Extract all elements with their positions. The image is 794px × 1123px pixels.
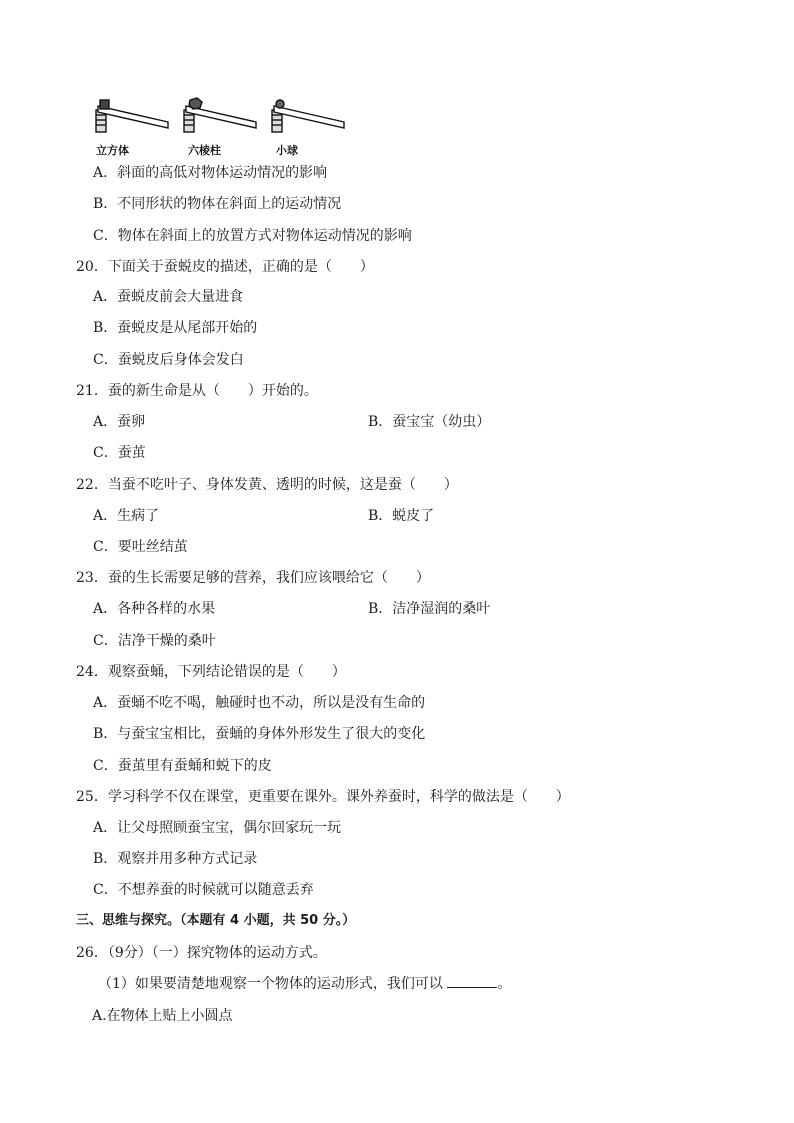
q22-option-c: C．要吐丝结茧 — [93, 539, 188, 555]
q20-option-c: C．蚕蜕皮后身体会发白 — [93, 352, 244, 368]
q25-option-a: A．让父母照顾蚕宝宝，偶尔回家玩一玩 — [93, 820, 342, 836]
q23-option-a: A．各种各样的水果 — [93, 601, 216, 617]
figure-label-cube: 立方体 — [96, 144, 129, 157]
q23-option-b: B．洁净湿润的桑叶 — [368, 601, 491, 617]
q21-option-a: A．蚕卵 — [93, 414, 146, 430]
ramp-illustration — [92, 96, 352, 142]
q26-sub1-text: （1）如果要清楚地观察一个物体的运动形式，我们可以 — [98, 976, 443, 992]
q25-stem: 25．学习科学不仅在课堂，更重要在课外。课外养蚕时，科学的做法是（ ） — [76, 789, 570, 805]
q25-option-b: B．观察并用多种方式记录 — [93, 851, 258, 867]
q22-option-a: A．生病了 — [93, 508, 160, 524]
q23-stem: 23．蚕的生长需要足够的营养，我们应该喂给它（ ） — [76, 570, 430, 586]
q26-option-a: A.在物体上贴上小圆点 — [92, 1008, 233, 1024]
q19-option-b: B．不同形状的物体在斜面上的运动情况 — [93, 196, 342, 212]
q23-option-c: C．洁净干燥的桑叶 — [93, 633, 216, 649]
q26-stem: 26．（9分）（一）探究物体的运动方式。 — [76, 945, 327, 961]
ramp-figure — [92, 96, 352, 158]
q26-sub1-end: 。 — [497, 976, 512, 992]
figure-label-ball: 小球 — [276, 144, 298, 157]
q24-option-a: A．蚕蛹不吃不喝，触碰时也不动，所以是没有生命的 — [93, 695, 426, 711]
section-title: 三、思维与探究。（本题有 4 小题，共 50 分。） — [76, 913, 356, 928]
q21-option-c: C．蚕茧 — [93, 445, 146, 461]
q21-option-b: B．蚕宝宝（幼虫） — [368, 414, 491, 430]
q19-option-c: C．物体在斜面上的放置方式对物体运动情况的影响 — [93, 228, 412, 244]
q26-subquestion-1 — [98, 975, 511, 993]
q19-option-a: A．斜面的高低对物体运动情况的影响 — [93, 165, 328, 181]
q24-stem: 24．观察蚕蛹，下列结论错误的是（ ） — [76, 664, 346, 680]
q20-option-a: A．蚕蜕皮前会大量进食 — [93, 289, 244, 305]
figure-label-hexprism: 六棱柱 — [188, 144, 221, 157]
hexprism-ramp — [184, 98, 256, 132]
q25-option-c: C．不想养蚕的时候就可以随意丢弃 — [93, 882, 314, 898]
q24-option-c: C．蚕茧里有蚕蛹和蜕下的皮 — [93, 758, 272, 774]
q24-option-b: B．与蚕宝宝相比，蚕蛹的身体外形发生了很大的变化 — [93, 726, 426, 742]
cube-ramp — [96, 100, 168, 132]
q20-option-b: B．蚕蜕皮是从尾部开始的 — [93, 320, 258, 336]
ball-ramp — [272, 100, 344, 132]
q20-stem: 20．下面关于蚕蜕皮的描述，正确的是（ ） — [76, 259, 374, 275]
q21-stem: 21．蚕的新生命是从（ ）开始的。 — [76, 383, 318, 399]
answer-blank[interactable] — [447, 975, 497, 988]
q22-option-b: B．蜕皮了 — [368, 508, 435, 524]
q22-stem: 22．当蚕不吃叶子、身体发黄、透明的时候，这是蚕（ ） — [76, 477, 458, 493]
